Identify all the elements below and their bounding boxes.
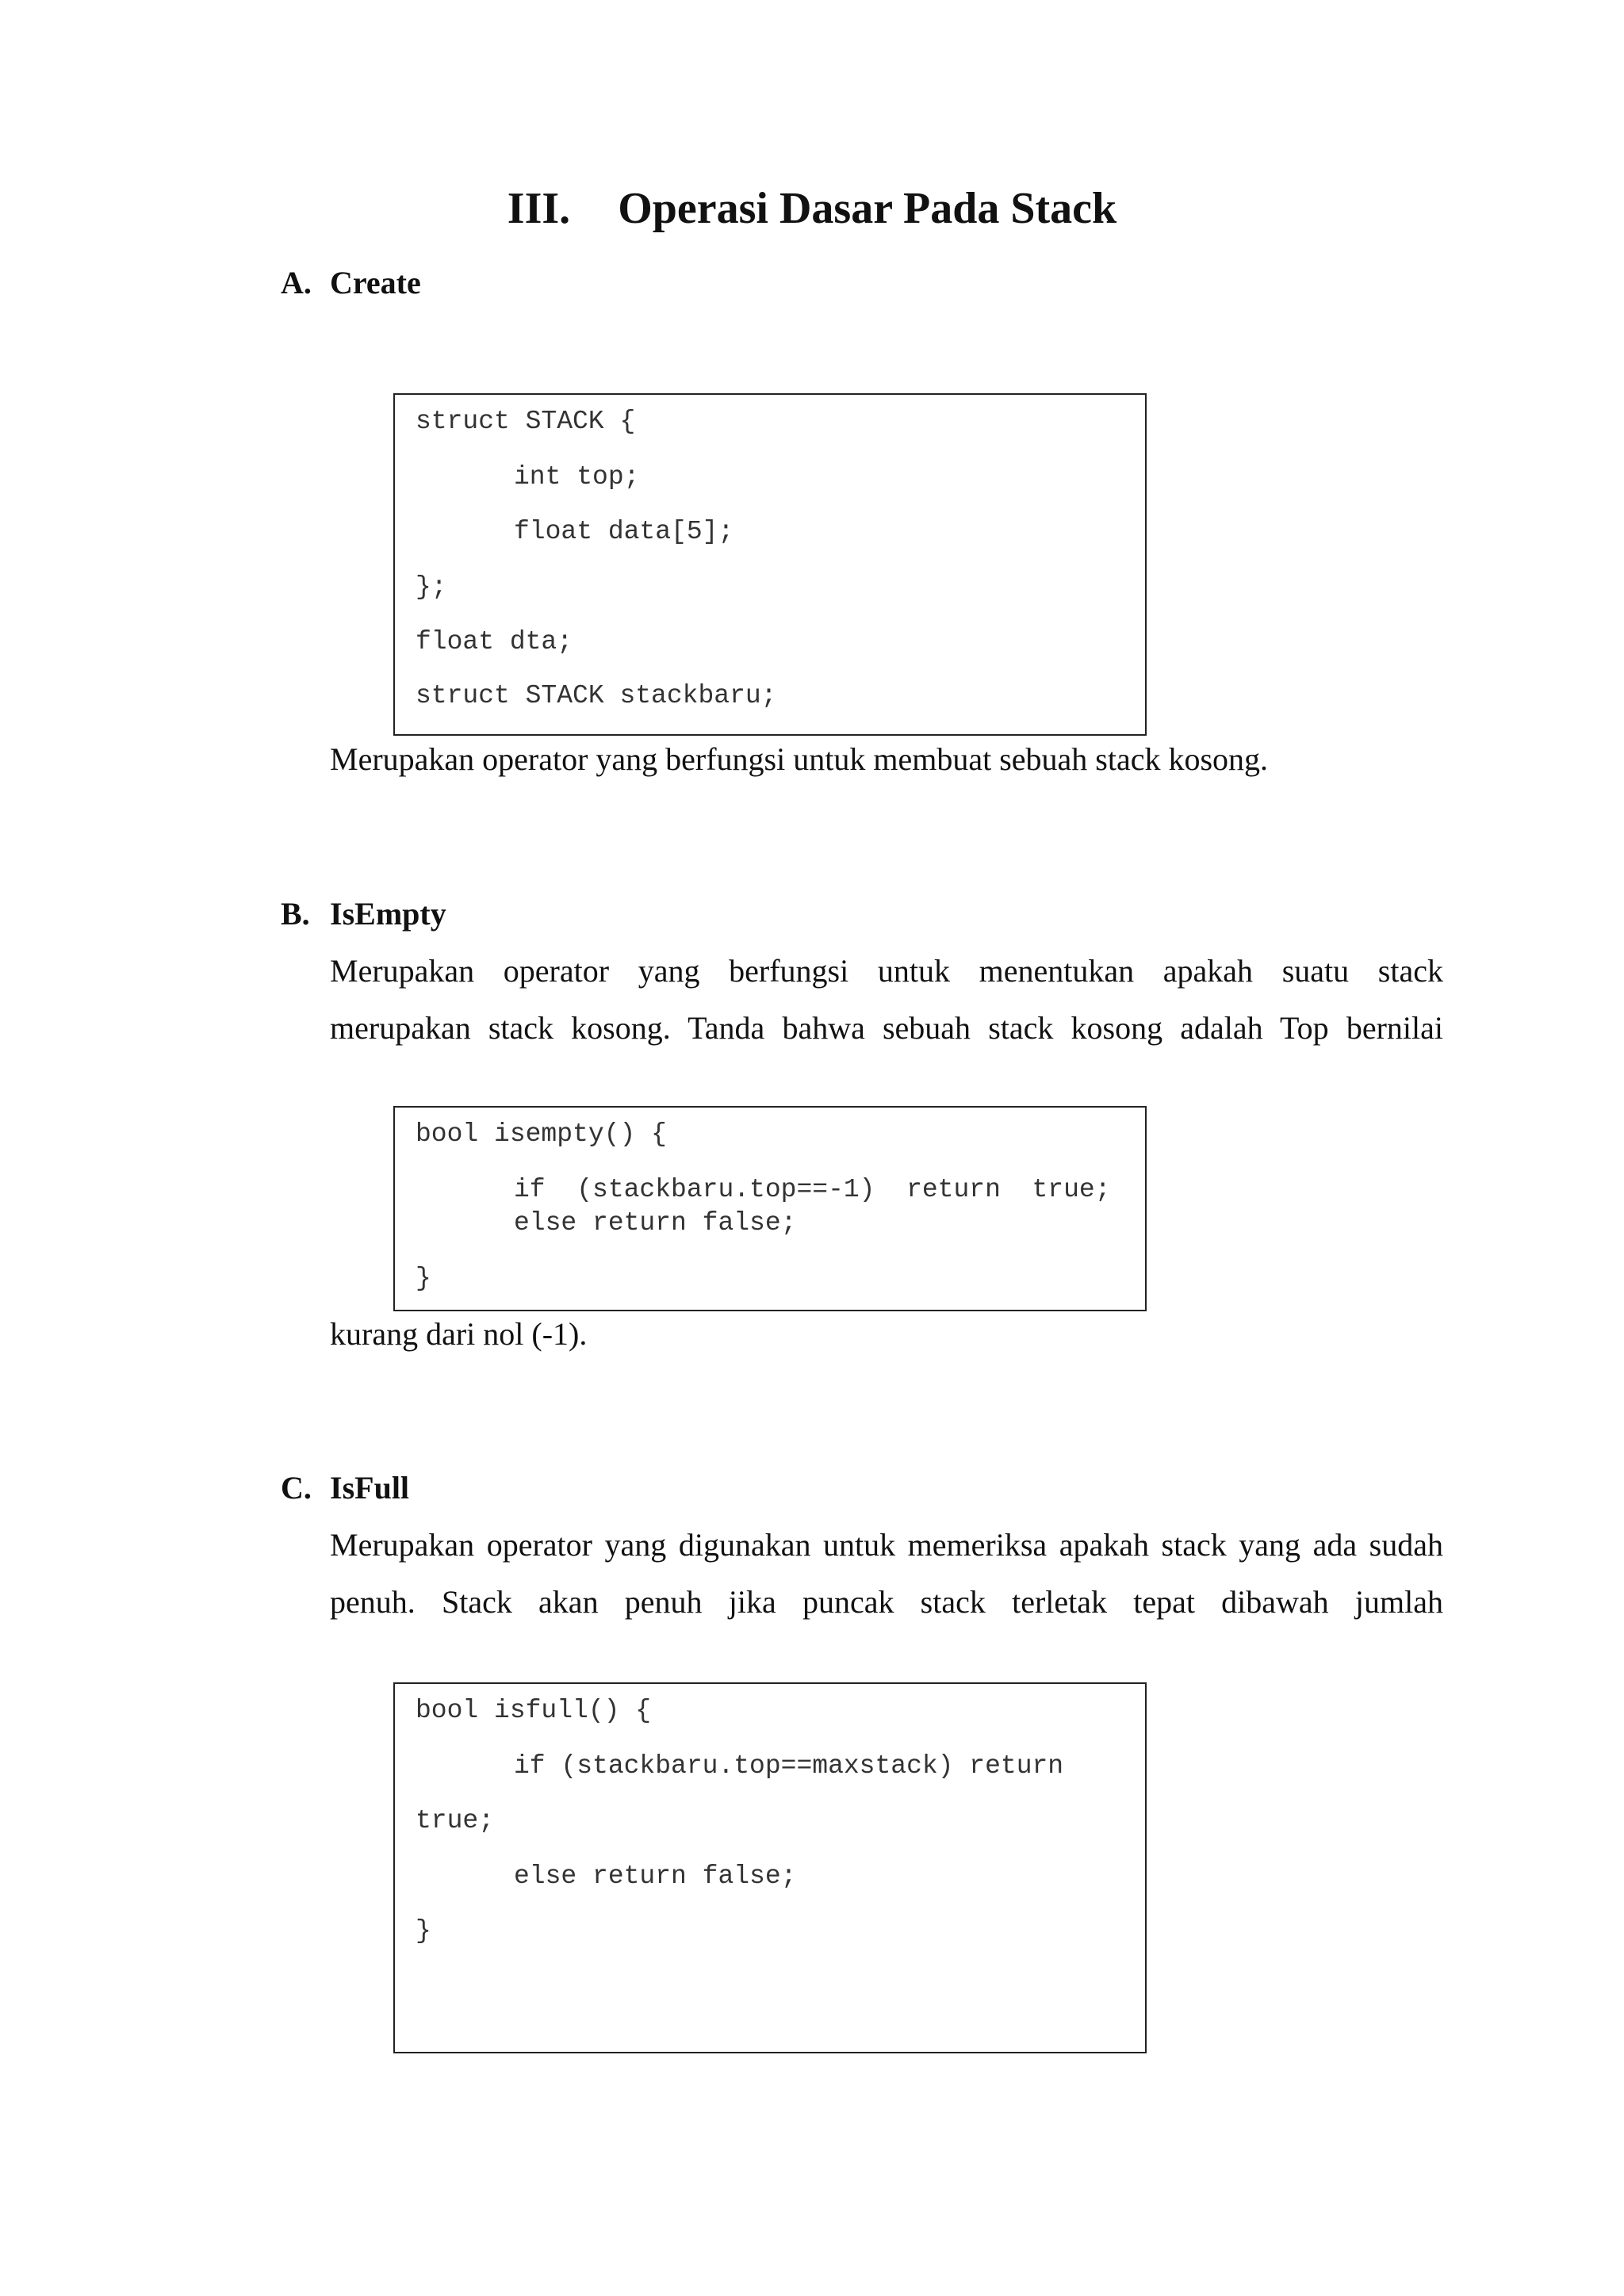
section-letter: C. [281,1470,312,1506]
paragraph-line: kurang dari nol (-1). [330,1316,588,1352]
paragraph-line: Merupakan operator yang berfungsi untuk membuat sebuah stack kosong. [330,741,1269,777]
code-block-isempty [393,1106,1147,1311]
section-heading-isempty [281,894,446,934]
code-line: } [416,1916,431,1946]
code-line: } [416,1264,431,1293]
code-line: bool isempty() { [416,1119,667,1149]
code-line: bool isfull() { [416,1696,652,1725]
code-line: float data[5]; [514,517,734,546]
code-line: true; [416,1806,495,1835]
section-letter: B. [281,896,310,932]
code-line: int top; [514,462,640,492]
section-title: Create [330,265,421,300]
paragraph-line: Merupakan operator yang digunakan untuk memeriksa apakah stack yang ada sudah [330,1527,1443,1563]
code-line: struct STACK { [416,407,636,436]
chapter-number: III. [507,184,571,233]
code-line: if (stackbaru.top==maxstack) return [514,1751,1064,1781]
chapter-title [0,181,1624,236]
code-line: else return false; [514,1862,797,1891]
paragraph-line: merupakan stack kosong. Tanda bahwa sebuah stack kosong adalah Top bernilai [330,1010,1443,1046]
paragraph-line: Merupakan operator yang berfungsi untuk menentukan apakah suatu stack [330,953,1443,989]
paragraph-line: penuh. Stack akan penuh jika puncak stack terletak tepat dibawah jumlah [330,1584,1443,1620]
section-heading-isfull [281,1468,409,1508]
section-title: IsEmpty [330,896,446,932]
code-line: else return false; [514,1208,797,1238]
section-letter: A. [281,265,312,300]
code-block-create [393,393,1147,736]
section-heading-create [281,263,421,303]
code-line: struct STACK stackbaru; [416,681,777,710]
code-line: if (stackbaru.top==-1) return true; [514,1175,1111,1204]
code-line: }; [416,572,447,602]
code-line: float dta; [416,627,573,656]
section-title: IsFull [330,1470,410,1506]
code-block-isfull [393,1682,1147,2053]
chapter-title-text: Operasi Dasar Pada Stack [618,184,1117,233]
